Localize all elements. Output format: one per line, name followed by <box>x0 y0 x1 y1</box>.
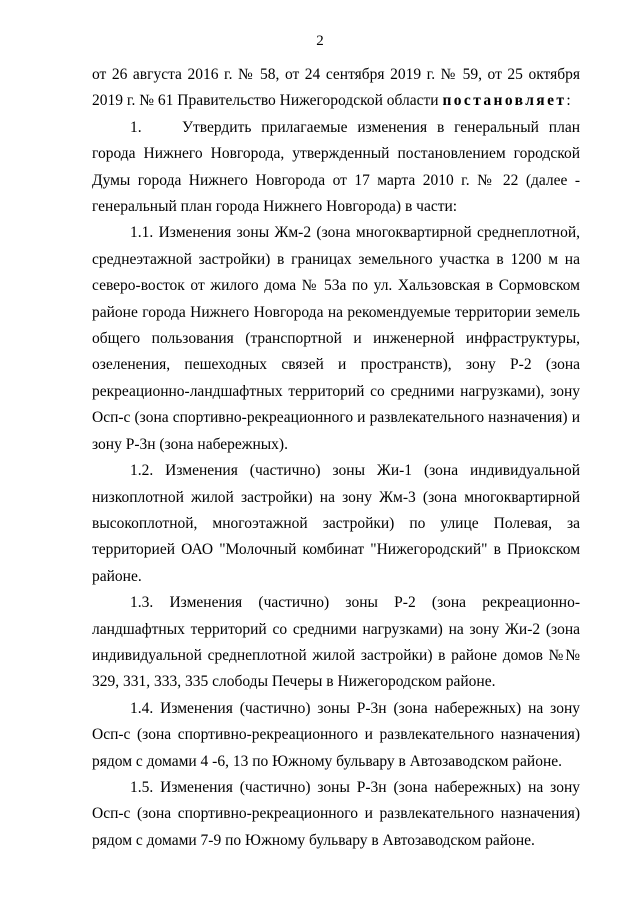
subitem-1-1-paragraph: 1.1. Изменения зоны Жм-2 (зона многоквартирной среднеплотной, среднеэтажной застройки) в границах земельного участка в 1200 м на северо-восток от жилого дома № 53а по ул. Хальзовская в Сормовском районе города Нижнего Новгорода на рекомендуемые территории земель общего пользования (транспортной и инженерной инфраструктуры, озеленения, пешеходных связей и пространств), зону Р-2 (зона рекреационно-ландшафтных территорий со средними нагрузками), зону Осп-с (зона спортивно-рекреационного и развлекательного назначения) и зону Р-3н (зона набережных). <box>92 224 580 453</box>
page-number: 2 <box>316 33 324 49</box>
intro-paragraph <box>92 62 580 115</box>
item-1-text: Утвердить прилагаемые изменения в генеральный план города Нижнего Новгорода, утвержденный постановлением городской Думы города Нижнего Новгорода от 17 марта 2010 г. № 22 (далее - генеральный план города Нижнего Новгорода) в части: <box>92 118 580 216</box>
subitem-1-5-paragraph: 1.5. Изменения (частично) зоны Р-3н (зона набережных) на зону Осп-с (зона спортивно-рекреационного и развлекательного назначения) рядом с домами 7-9 по Южному бульвару в Автозаводском районе. <box>92 778 580 849</box>
subitem-1-4-paragraph: 1.4. Изменения (частично) зоны Р-3н (зона набережных) на зону Осп-с (зона спортивно-рекреационного и развлекательного назначения) рядом с домами 4 -6, 13 по Южному бульвару в Автозаводском районе. <box>92 699 580 770</box>
subitem-1-2-paragraph: 1.2. Изменения (частично) зоны Жи-1 (зона индивидуальной низкоплотной жилой застройки) на зону Жм-3 (зона многоквартирной высокоплотной, многоэтажной застройки) по улице Полевая, за территорией ОАО "Молочный комбинат "Нижегородский" в Приокском районе. <box>92 462 580 585</box>
item-1-number: 1. <box>130 118 142 136</box>
intro-tail: : <box>566 92 571 110</box>
decree-word: постановляет <box>442 92 567 110</box>
intro-text: от 26 августа 2016 г. № 58, от 24 сентября 2019 г. № 59, от 25 октября 2019 г. № 61 Правительство Нижегородской области <box>92 66 580 110</box>
document-body <box>92 62 580 854</box>
item-1-paragraph <box>92 115 580 221</box>
subitem-1-3-paragraph: 1.3. Изменения (частично) зоны Р-2 (зона рекреационно-ландшафтных территорий со средними нагрузками) на зону Жи-2 (зона индивидуальной среднеплотной жилой застройки) в районе домов №№ 329, 331, 333, 335 слободы Печеры в Нижегородском районе. <box>92 594 580 691</box>
